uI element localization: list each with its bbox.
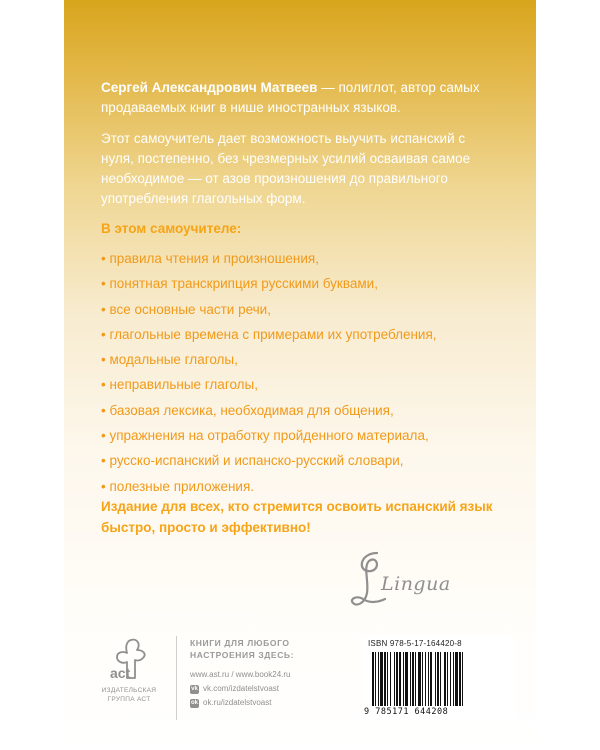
publisher-caption — [97, 686, 161, 704]
list-item: • все основные части речи, — [101, 301, 271, 317]
ast-logo-text: act — [110, 665, 131, 681]
author-description: — полиглот, автор самых продаваемых книг в нише иностранных языков. — [101, 80, 480, 115]
books-heading-line2: НАСТРОЕНИЯ ЗДЕСЬ: — [190, 649, 295, 660]
barcode-graphic — [370, 652, 508, 708]
contents-title: В этом самоучителе: — [101, 221, 242, 236]
ast-logo-icon — [109, 638, 149, 684]
author-paragraph — [101, 78, 501, 118]
back-cover — [64, 0, 536, 750]
lingua-series-logo — [347, 547, 477, 613]
list-item: • полезные приложения. — [101, 478, 255, 494]
list-item: • базовая лексика, необходимая для общения, — [101, 402, 394, 418]
vk-link[interactable] — [190, 682, 290, 696]
list-item: • неправильные глаголы, — [101, 377, 258, 393]
list-item: • понятная транскрипция русскими буквами, — [101, 276, 378, 292]
lingua-wordmark: Lingua — [381, 573, 451, 595]
odnoklassniki-icon: ok — [190, 699, 198, 706]
contents-list — [101, 246, 437, 499]
books-heading-line1: КНИГИ ДЛЯ ЛЮБОГО — [190, 638, 290, 648]
ok-link-text: ok.ru/izdatelstvoast — [203, 698, 272, 707]
list-item: • правила чтения и произношения, — [101, 251, 319, 266]
publisher-caption-line2: ГРУППА АСТ — [107, 696, 151, 703]
publisher-caption-line1: ИЗДАТЕЛЬСКАЯ — [101, 687, 157, 694]
vk-icon: vk — [191, 685, 198, 692]
ok-link[interactable] — [190, 696, 290, 710]
list-item: • модальные глаголы, — [101, 352, 238, 368]
publisher-logo — [97, 638, 161, 718]
barcode-number: 9 785171 644208 — [364, 707, 449, 717]
list-item: • русско-испанский и испанско-русский словари, — [101, 453, 404, 469]
list-item: • упражнения на отработку пройденного материала, — [101, 428, 429, 444]
websites-link[interactable]: www.ast.ru / www.book24.ru — [190, 670, 291, 679]
vk-link-text: vk.com/izdatelstvoast — [203, 684, 280, 693]
footer-divider — [176, 636, 177, 720]
isbn-text: ISBN 978-5-17-164420-8 — [368, 639, 462, 648]
list-item: • глагольные времена с примерами их употребления, — [101, 326, 437, 342]
isbn-block — [364, 636, 514, 720]
publisher-links — [190, 668, 290, 710]
books-heading — [190, 638, 350, 661]
closing-statement: Издание для всех, кто стремится освоить испанский язык быстро, просто и эффективно! — [101, 499, 493, 535]
author-name: Сергей Александрович Матвеев — [101, 80, 318, 95]
book-description: Этот самоучитель дает возможность выучить испанский с нуля, постепенно, без чрезмерных усилий осваивая самое необходимое — от азов произношения до правильного употребления глагольных форм. — [101, 131, 471, 206]
